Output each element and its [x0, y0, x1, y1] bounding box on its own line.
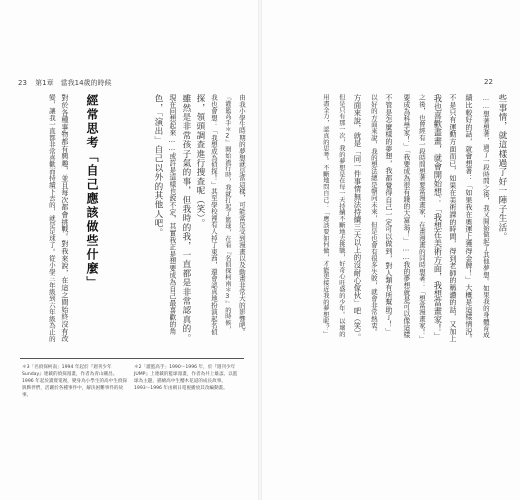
- text-column: 雖然是非常孩子氣的事，但我時的我，一直都是非常認真的。: [180, 94, 191, 343]
- text-column: 績比較好的話，就會想著：「如果我在奧運上獲得金牌！」大概是這樣情況。: [464, 94, 474, 343]
- left-page-number: 23: [18, 79, 27, 87]
- footnote-detective-conan: ＊3「名偵探柯南」1994 年起於『週刊少年Sunday』連載的偵探漫畫，作者為青山剛昌。1996 年起於讀賣電視，變身為小學生的高中生偵探與夥伴們，活躍於各種事件中，解決困難事件的故事。: [22, 365, 128, 398]
- section-heading: 經常思考「自己應該做些什麼」: [85, 94, 99, 290]
- right-page-number: 22: [484, 78, 493, 86]
- text-column: 用盡全力，認真的思考。不斷地問自己：「應該要如何做，才能更接近我的夢想呢？」: [321, 94, 329, 338]
- text-column: 但是只有那一次，我的夢想是在每一天持續不斷地去挑戰，好奇心旺盛的少年。以壞的: [337, 94, 345, 338]
- text-column: 由我小學生時期的夢想就是當這樣，可能當是受到漫畫以及動畫非常大的影響吧。: [237, 94, 246, 336]
- right-page: [262, 0, 520, 500]
- text-column: 之後，也曾經有一段時間想著要當漫畫家，在畫漫畫的同時想著：「想當漫畫家！」: [417, 94, 426, 342]
- text-column: 『灌籃高手＊2』開始流行時，我就打起了籃球，在看『名偵探柯南＊3』的時候，: [223, 94, 231, 333]
- text-column: 色，「演出」自己以外的其他人吧。: [152, 94, 163, 237]
- text-column: 探，領頭調查進行搜查呢（笑）。: [194, 94, 205, 228]
- text-column: 些事情，就這樣過了好一陣子生活。: [496, 94, 507, 242]
- text-column: 變，讓我一直都非常喜歡而持續下去的，就是足球了。從小學三年級到六年級為止的: [47, 94, 56, 342]
- text-column: 我也會想：「我想成為偵探！」其至學校裡有人掉了東西，還會認真地扮演起名偵: [209, 94, 218, 336]
- footnote-divider: [20, 358, 244, 359]
- text-column: 我也喜歡畫畫，就會開始想：「我想在美術方面，我想當畫家！」: [432, 94, 443, 341]
- chapter-header: 第1章 當我14歲的時候: [35, 79, 112, 87]
- text-column: 方面來說，就是「同一件事情無法持續三天以上的沒耐心傢伙」吧（笑）。: [352, 94, 362, 342]
- text-column: 對於各種事物都有興趣，並且每次都會挑戰。對我來說，在這之間始終沒有改: [60, 94, 70, 343]
- text-column: 不管是怎麼樣的夢想，我都覺得自己一定可以做到，對人類有所幫助了！」: [384, 94, 394, 335]
- text-column: 不是只有運動方面而已，如果在美術課的時間，得到老師的稱讚的話，又加上: [448, 94, 458, 343]
- text-column: 要成為科學家！」「我要成為很有錢的大富翁！」……我的夢想就是可以像這樣: [401, 94, 410, 338]
- text-column: 以好的方面來說，我的想法總是朝向未來，但是也會有很多失敗，就會非常熱衷。: [369, 94, 378, 336]
- left-page-header: [18, 78, 112, 88]
- text-column: 現在回想起來……或許是這樣也說不定，其實我正是想要成為自己最喜歡的角: [167, 94, 176, 335]
- footnote-slam-dunk: ＊2「灌籃高手」1990〜1996 年，於『週刊少年JUMP』上連載的籃球漫畫，作者為井上雄彥。以籃球為主題，描繪高中生櫻木花道的成長故事。1993〜1996 年由朝日電視播放其改編動畫。: [134, 365, 238, 391]
- text-column: ……想著想著，過了一段時間之後，我又開始做起了其他夢想。如果我的身體育成: [481, 94, 490, 339]
- left-page: [0, 0, 258, 500]
